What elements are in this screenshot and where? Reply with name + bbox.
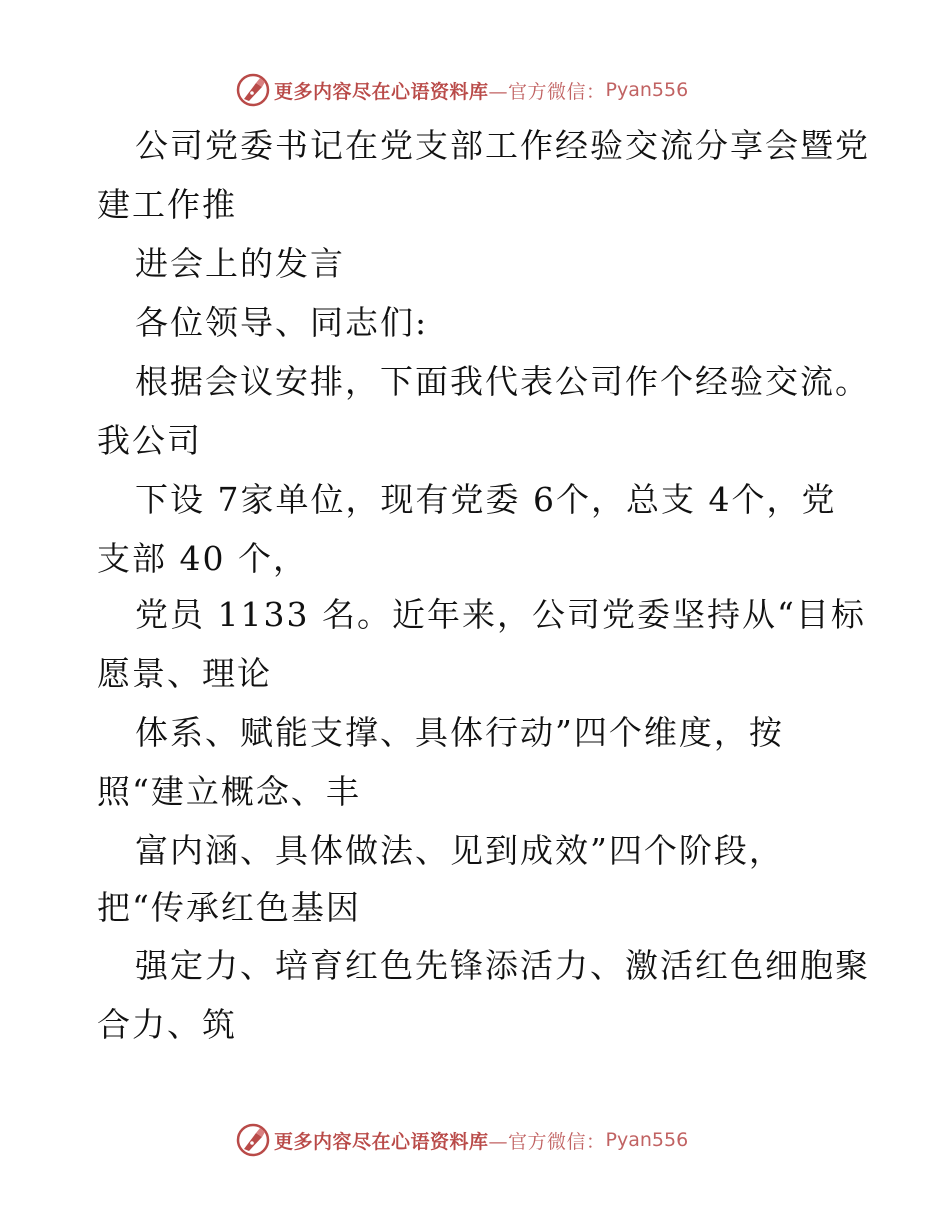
pen-nib-logo-icon [236, 1123, 270, 1157]
text-line: 富内涵、具体做法、见到成效”四个阶段， [135, 831, 784, 870]
text-line: 党员 1133 名。近年来，公司党委坚持从“目标 [135, 595, 866, 634]
text-line: 支部 40 个， [97, 539, 308, 578]
banner-wechat-label: —官方微信： [488, 80, 606, 103]
text-line: 体系、赋能支撑、具体行动”四个维度，按 [135, 713, 784, 752]
text-line: 强定力、培育红色先锋添活力、激活红色细胞聚 [135, 946, 870, 985]
text-line: 进会上的发言 [135, 244, 345, 283]
text-line: 公司党委书记在党支部工作经验交流分享会暨党 [135, 126, 870, 165]
banner-site-text: 更多内容尽在心语资料库 [274, 1130, 489, 1153]
text-line: 根据会议安排，下面我代表公司作个经验交流。 [135, 362, 870, 401]
text-line: 下设 7家单位，现有党委 6个，总支 4个，党 [135, 480, 837, 519]
banner-wechat-id: Pyan556 [605, 1129, 689, 1151]
text-line: 照“建立概念、丰 [97, 772, 361, 811]
pen-nib-logo-icon [236, 73, 270, 107]
text-line: 建工作推 [97, 185, 237, 224]
text-line: 各位领导、同志们: [135, 303, 429, 342]
text-line: 愿景、理论 [97, 654, 272, 693]
banner-site-text: 更多内容尽在心语资料库 [274, 80, 489, 103]
text-line: 我公司 [97, 421, 202, 460]
banner-wechat-label: —官方微信： [488, 1130, 606, 1153]
footer-banner [236, 1122, 688, 1158]
text-line: 合力、筑 [97, 1005, 237, 1044]
header-banner [236, 72, 688, 108]
banner-wechat-id: Pyan556 [605, 79, 689, 101]
text-line: 把“传承红色基因 [97, 888, 361, 927]
